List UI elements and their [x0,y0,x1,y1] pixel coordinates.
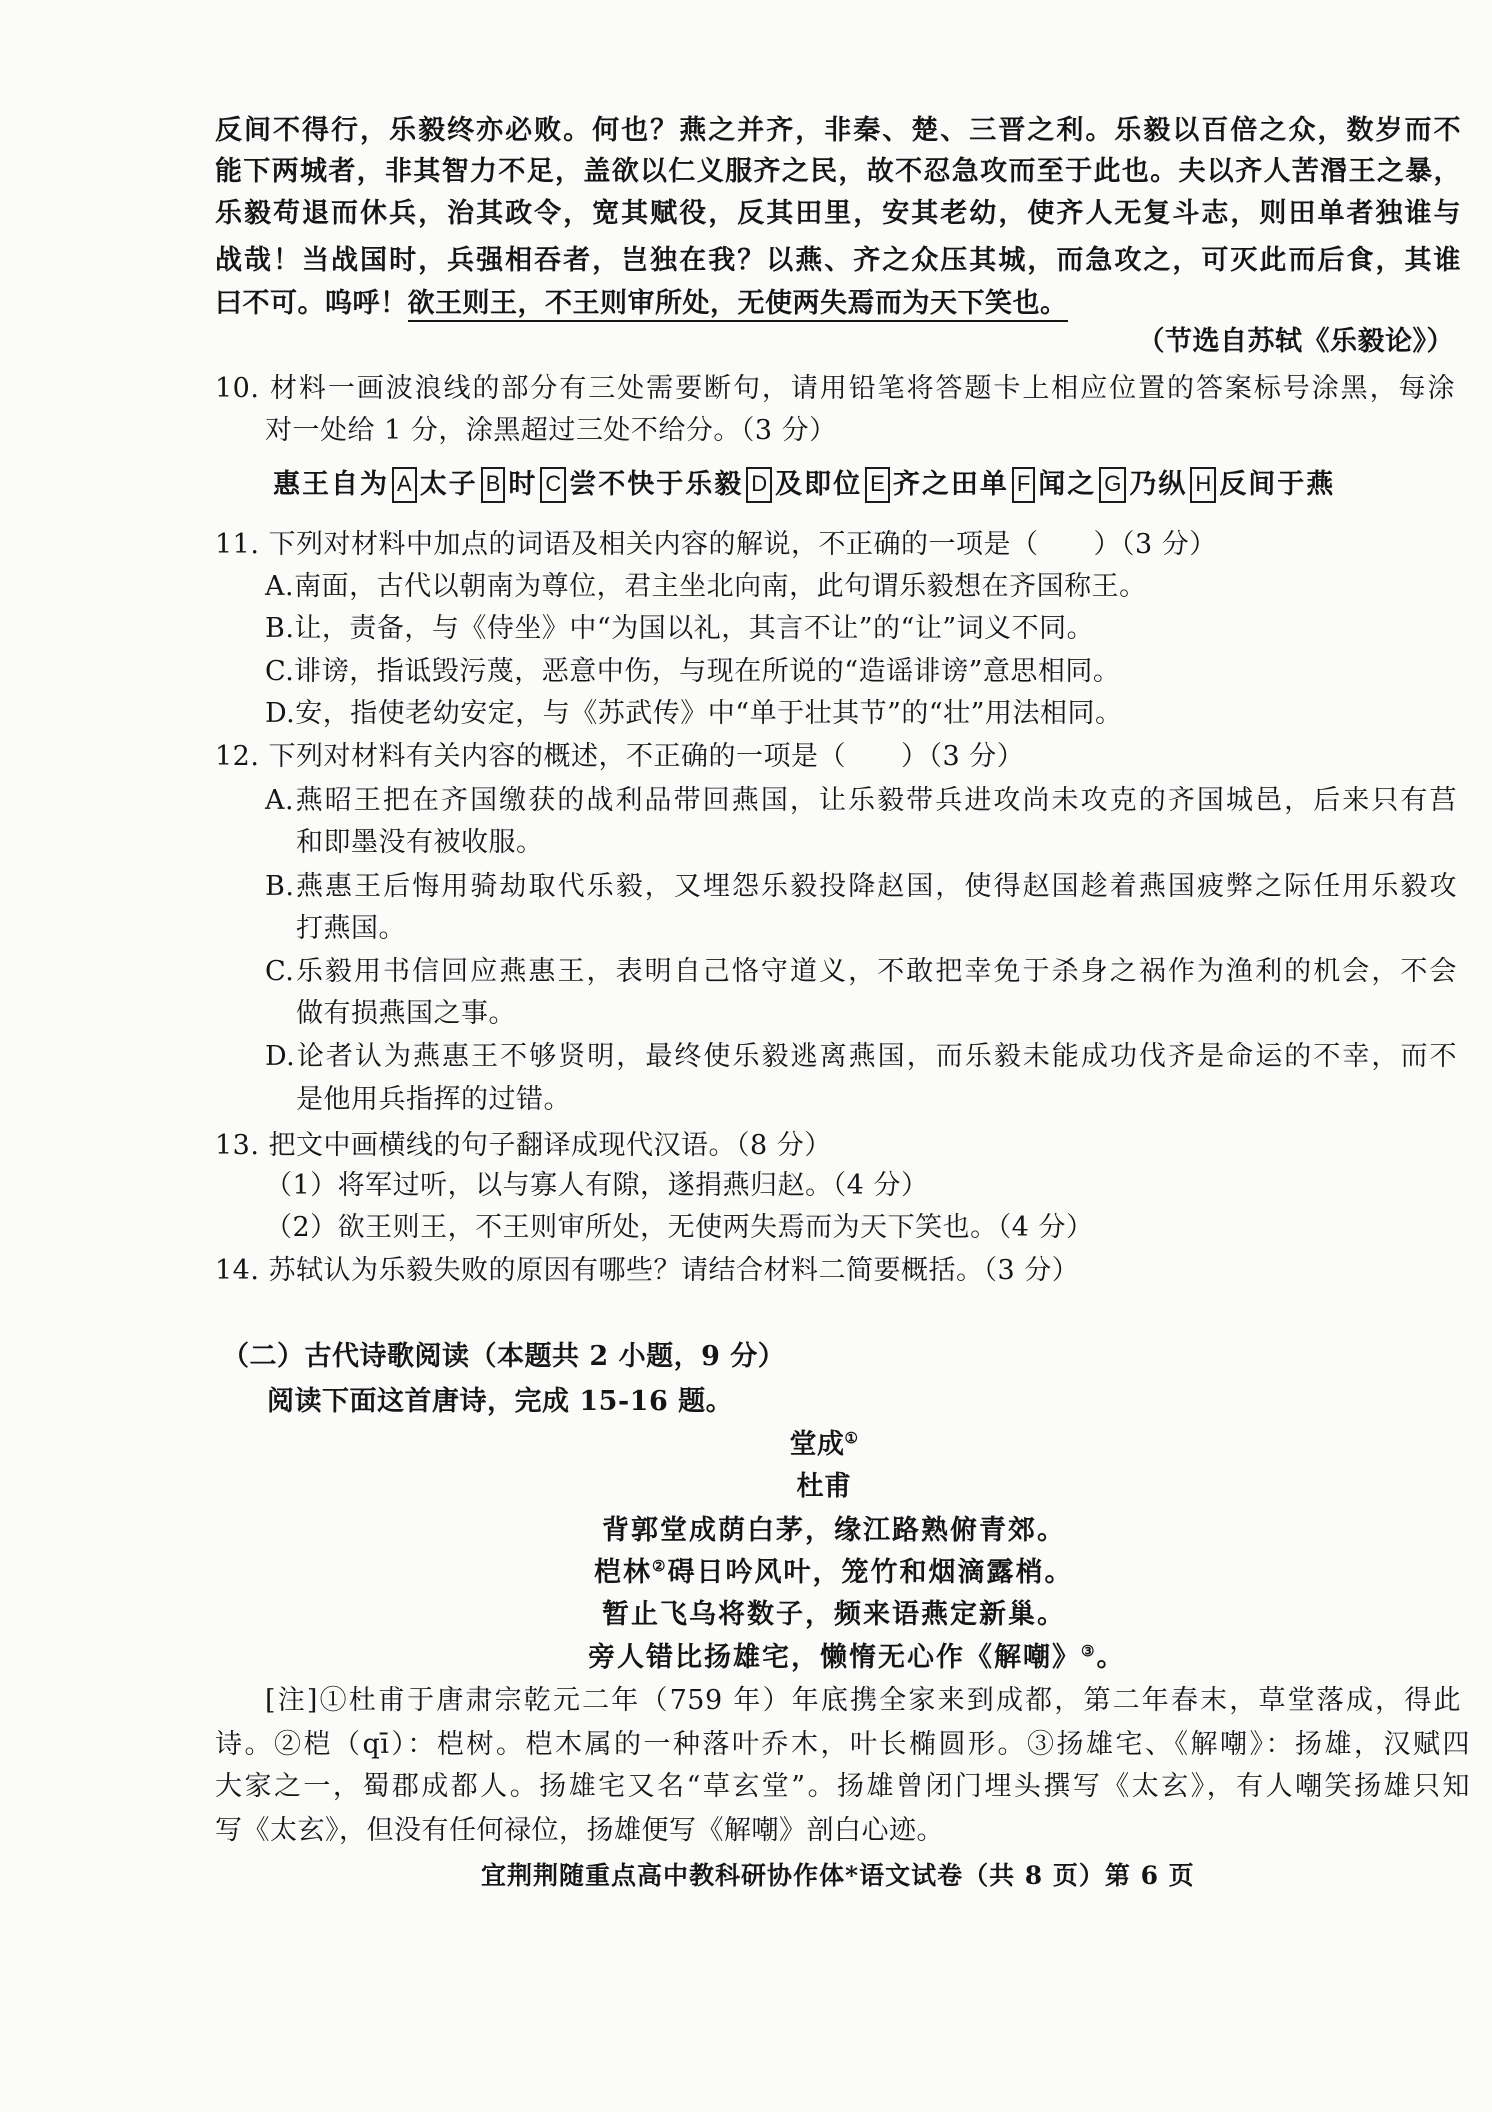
q11-option-c: C.诽谤，指诋毁污蔑，恶意中伤，与现在所说的“造谣诽谤”意思相同。 [265,656,1121,687]
poem-title-note-marker: ① [844,1429,859,1447]
q11-option-b: B.让，责备，与《侍坐》中“为国以礼，其言不让”的“让”词义不同。 [265,613,1095,644]
sentence-segment: 尝不快于乐毅 [569,469,744,500]
page-footer: 宜荆荆随重点高中教科研协作体*语文试卷（共 8 页）第 6 页 [481,1861,1195,1890]
poem-title [724,1425,924,1465]
break-option-box-d: D [746,467,772,503]
break-option-box-c: C [540,467,566,503]
q11-stem: 11. 下列对材料中加点的词语及相关内容的解说，不正确的一项是（ ）（3 分） [215,529,1217,560]
q11-option-d: D.安，指使老幼安定，与《苏武传》中“单于壮其节”的“壮”用法相同。 [265,698,1123,729]
passage-line-5-text: 曰不可。呜呼！ [215,288,408,319]
poem-line-2-start: 桤林 [594,1557,652,1588]
q10-stem-line-2: 对一处给 1 分，涂黑超过三处不给分。（3 分） [265,415,837,446]
underlined-sentence: 欲王则王，不王则审所处，无使两失焉而为天下笑也。 [408,288,1068,322]
sentence-segment: 反间于燕 [1219,469,1336,500]
sentence-segment: 时 [508,469,538,500]
passage-line-3: 乐毅苟退而休兵，治其政令，宽其赋役，反其田里，安其老幼，使齐人无复斗志，则田单者独谁与 [215,198,1461,229]
section-heading: （二）古代诗歌阅读（本题共 2 小题，9 分） [222,1341,786,1372]
poem-line-2 [594,1553,1073,1593]
poem-line-4 [588,1638,1125,1678]
q12-option-b: B.燕惠王后悔用骑劫取代乐毅，又埋怨乐毅投降赵国，使得赵国趁着燕国疲弊之际任用乐毅攻 [265,871,1457,902]
q12-option-a-cont: 和即墨没有被收服。 [296,827,544,858]
sentence-segment: 闻之 [1038,469,1097,500]
poem-note-marker-2: ② [652,1557,668,1575]
poem-line-4-end: 。 [1096,1642,1126,1673]
q10-sentence [273,465,1335,505]
q12-option-a: A.燕昭王把在齐国缴获的战利品带回燕国，让乐毅带兵进攻尚未攻克的齐国城邑，后来只有莒 [265,785,1457,816]
q13-stem: 13. 把文中画横线的句子翻译成现代汉语。（8 分） [215,1130,832,1161]
sentence-segment: 太子 [419,469,478,500]
q14-stem: 14. 苏轼认为乐毅失败的原因有哪些？请结合材料二简要概括。（3 分） [215,1255,1080,1286]
break-option-box-g: G [1099,467,1126,503]
q12-stem: 12. 下列对材料有关内容的概述，不正确的一项是（ ）（3 分） [215,741,1025,772]
break-option-box-e: E [865,467,890,503]
poem-author: 杜甫 [796,1471,852,1502]
q12-option-c: C.乐毅用书信回应燕惠王，表明自己恪守道义，不敢把幸免于杀身之祸作为渔利的机会，不会 [265,956,1457,987]
break-option-box-b: B [481,467,506,503]
sentence-segment: 及即位 [775,469,863,500]
section-instruction: 阅读下面这首唐诗，完成 15-16 题。 [267,1386,734,1417]
q13-item-1: （1）将军过听，以与寡人有隙，遂捐燕归赵。（4 分） [265,1170,929,1201]
passage-source: （节选自苏轼《乐毅论》） [1137,326,1454,357]
poem-line-4-start: 旁人错比扬雄宅，懒惰无心作《解嘲》 [588,1642,1081,1673]
passage-line-5 [215,284,1068,324]
sentence-segment: 乃纵 [1129,469,1188,500]
q12-option-c-cont: 做有损燕国之事。 [296,998,516,1029]
poem-title-text: 堂成 [789,1429,845,1460]
passage-line-4: 战哉！当战国时，兵强相吞者，岂独在我？以燕、齐之众压其城，而急攻之，可灭此而后食，其谁 [215,245,1461,276]
note-line-2: 诗。②桤（qī）：桤树。桤木属的一种落叶乔木，叶长椭圆形。③扬雄宅、《解嘲》：扬雄，汉赋四 [215,1729,1470,1760]
poem-line-2-end: 碍日吟风叶，笼竹和烟滴露梢。 [667,1557,1074,1588]
note-line-3: 大家之一，蜀郡成都人。扬雄宅又名“草玄堂”。扬雄曾闭门埋头撰写《太玄》，有人嘲笑扬雄只知 [215,1771,1470,1802]
q12-option-d-cont: 是他用兵指挥的过错。 [296,1084,571,1115]
note-line-1: [注]①杜甫于唐肃宗乾元二年（759 年）年底携全家来到成都，第二年春末，草堂落成，得此 [265,1685,1461,1716]
passage-line-1: 反间不得行，乐毅终亦必败。何也？燕之并齐，非秦、楚、三晋之利。乐毅以百倍之众，数岁而不 [215,115,1461,146]
poem-note-marker-3: ③ [1081,1642,1097,1660]
passage-line-2: 能下两城者，非其智力不足，盖欲以仁义服齐之民，故不忍急攻而至于此也。夫以齐人苦湣王之暴， [215,156,1461,187]
poem-line-3: 暂止飞乌将数子，频来语燕定新巢。 [602,1599,1066,1630]
q10-stem-line-1: 10. 材料一画波浪线的部分有三处需要断句，请用铅笔将答题卡上相应位置的答案标号涂黑，每涂 [215,373,1455,404]
break-option-box-a: A [392,467,417,503]
sentence-segment: 惠王自为 [273,469,389,500]
sentence-segment: 齐之田单 [892,469,1009,500]
break-option-box-f: F [1012,467,1035,503]
note-line-4: 写《太玄》，但没有任何禄位，扬雄便写《解嘲》剖白心迹。 [215,1815,944,1846]
break-option-box-h: H [1190,467,1216,503]
poem-line-1: 背郭堂成荫白茅，缘江路熟俯青郊。 [602,1515,1066,1546]
q12-option-d: D.论者认为燕惠王不够贤明，最终使乐毅逃离燕国，而乐毅未能成功伐齐是命运的不幸，而不 [265,1041,1457,1072]
q13-item-2: （2）欲王则王，不王则审所处，无使两失焉而为天下笑也。（4 分） [265,1212,1094,1243]
q12-option-b-cont: 打燕国。 [296,913,406,944]
q11-option-a: A.南面，古代以朝南为尊位，君主坐北向南，此句谓乐毅想在齐国称王。 [265,571,1147,602]
